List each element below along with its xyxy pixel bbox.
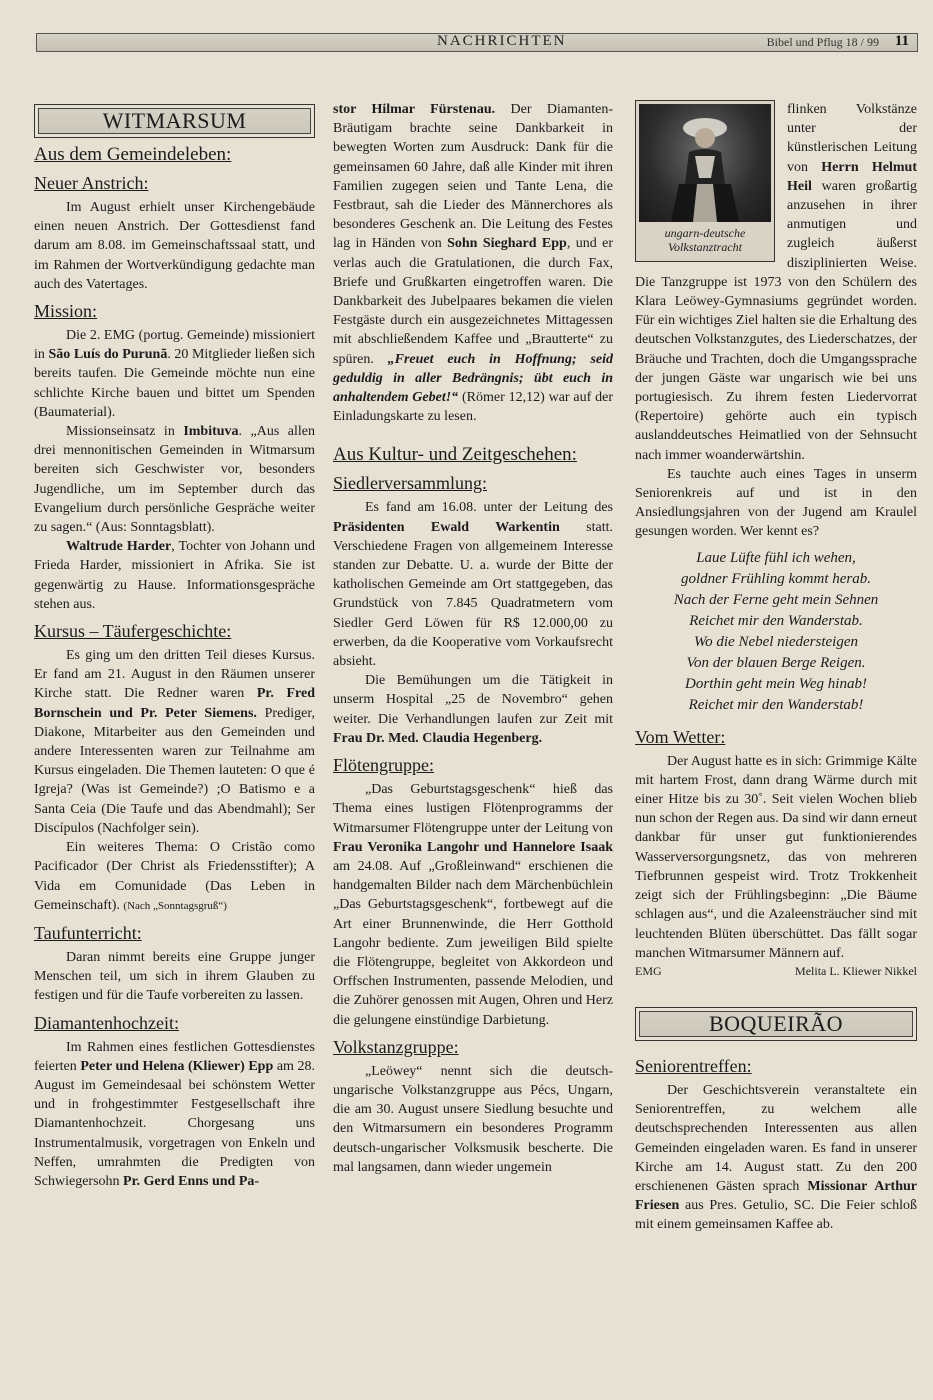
- song-poem: [635, 548, 917, 716]
- publication-name: Bibel und Pflug 18 / 99: [766, 35, 879, 49]
- article-title-floetengruppe: Flötengruppe:: [333, 755, 434, 776]
- poem-line: Von der blauen Berge Reigen.: [686, 654, 866, 671]
- photo-caption: ungarn-deutsche Volkstanztracht: [664, 226, 746, 254]
- article-text: „Das Geburtstagsgeschenk“ hieß das Thema eines lustigen Flötenprogramms der Witmarsumer Flötengruppe unter der Leitung von Frau Veronika Langohr und Hannelore Isaak am 24.08. Auf „Großleinwand“ erschienen die handgemalten Bilder nach dem Märchenbüchlein „Das Geburtstagsgeschenk“, fortbewegt auf die Art einer Brunnenwinde, die Herr Gotthold Langohr bediente. Zum jeweiligen Bild spielte die Flötengruppe, begleitet von Akkordeon und Orffschen Instrumenten, passende Melodien, und die Zuhörer genossen mit Augen, Ohren und Herz die gelungene einstündige Darbietung.: [333, 782, 613, 1028]
- poem-line: goldner Frühling kommt herab.: [681, 570, 871, 587]
- article-title-siedlerversammlung: Siedlerversammlung:: [333, 473, 487, 494]
- place-heading-boqueirao: BOQUEIRÃO: [635, 1007, 917, 1041]
- article-text: Die 2. EMG (portug. Gemeinde) missioniert in São Luís do Purunã. 20 Mitglieder ließen sich bereits taufen. Die Gemeinde möchte nun eine schlichte Kirche bauen und bittet um Spenden (Baumaterial).: [34, 328, 315, 420]
- poem-line: Reichet mir den Wanderstab.: [689, 612, 863, 629]
- article-text: Im Rahmen eines festlichen Gottesdienstes feierten Peter und Helena (Kliewer) Epp am 28. August im Gemeindesaal bei schönstem Wetter und in frohgestimmter Festgesellschaft ihre Diamantenhochzeit. Chorgesang uns Instrumentalmusik, vorgetragen von Enkeln und Neffen, umrahmten die Predigten von Schwiegersohn Pr. Gerd Enns und Pa-: [34, 1039, 316, 1189]
- signature-line: [635, 964, 917, 979]
- photo-figure: [635, 100, 775, 262]
- article-title-taufunterricht: Taufunterricht:: [34, 922, 142, 943]
- dancer-photo: [639, 104, 771, 222]
- section-title: NACHRICHTEN: [437, 33, 567, 49]
- column-left: [34, 100, 315, 1191]
- article-text: Waltrude Harder, Tochter von Johann und Frieda Harder, missioniert in Afrika. Sie ist gegenwärtig zu Hause. Informationsgespräche stehen aus.: [34, 539, 315, 612]
- article-title-seniorentreffen: Seniorentreffen:: [635, 1055, 752, 1076]
- article-text: Missionseinsatz in Imbituva. „Aus allen drei mennonitischen Gemeinden in Witmarsum bereiten sich Geschwister vor, besonders Jugendliche, um im September durch das Evangelium durch persönliche Gespräche weiter zu sagen.“ (Aus: Sonntagsblatt).: [34, 424, 315, 536]
- article-text: flinken Volkstänze unter der künstlerischen Leitung von Herrn Helmut Heil waren großartig anzusehen in ihrer anmutigen und zugleich äußerst disziplinierten Weise. Die Tanzgruppe ist 1973 von den Schülern des Klara Leöwey-Gymnasiums gegründet worden. Für ein wichtiges Ziel halten sie die Erhaltung des deutschen Volkstanzgutes, des Liederschatzes, der Bräuche und Trachten, doch die Umgangssprache der jungen Gäste war ungarisch wie bei uns portugiesisch. Zu ihrem festen Liedervorrat (Repertoire) gehörte auch ein typisch auslanddeutsches Heimatlied von der Sehnsucht nach immer woanderwärtshin.: [635, 102, 918, 463]
- article-title-mission: Mission:: [34, 301, 98, 322]
- column-middle: [333, 100, 613, 1177]
- article-title-anstrich: Neuer Anstrich:: [34, 173, 149, 193]
- poem-line: Wo die Nebel niedersteigen: [694, 633, 858, 650]
- article-text: stor Hilmar Fürstenau. Der Diamanten-Bräutigam brachte seine Dankbarkeit in bewegten Worten zum Ausdruck: Dank für die gemeinsamen 60 Jahre, daß alle Kinder mit ihren Familien zugegen seien und Tante Lena, die Festbraut, sah die Lieder des Männerchores als besonderes Geschenk an. Die Leitung des Festes lag in Händen von Sohn Sieghard Epp, und er verlas auch die Gratulationen, die durch Fax, Briefe und Grußkarten eingetroffen waren. Die Dankbarkeit des Jubelpaares bekamen die vielen Festgäste durch ein ausgezeichnetes Mittagessen mit abschließendem Kaffee und „Brautterte“ zu spüren. „Freuet euch in Hoffnung; seid geduldig in aller Bedrängnis; übt euch in anhaltendem Gebet!“ (Römer 12,12) war auf der Einladungskarte zu lesen.: [333, 102, 613, 425]
- article-title-diamantenhochzeit: Diamantenhochzeit:: [34, 1012, 179, 1033]
- article-text: Es tauchte auch eines Tages in unserm Seniorenkreis auf und ist in den Ansiedlungsjahren von der Jugend am Kraulel gesungen worden. Wer kennt es?: [635, 466, 917, 540]
- article-text: Die Bemühungen um die Tätigkeit in unserm Hospital „25 de Novembro“ gehen weiter. Die Verhandlungen laufen zur Zeit mit Frau Dr. Med. Claudia Hegenberg.: [333, 673, 613, 746]
- poem-line: Laue Lüfte fühl ich wehen,: [696, 549, 856, 566]
- poem-line: Dorthin geht mein Weg hinab!: [685, 675, 867, 692]
- running-header: [36, 33, 918, 52]
- page-number: 11: [894, 33, 909, 49]
- article-title-volkstanzgruppe: Volkstanzgruppe:: [333, 1036, 459, 1057]
- article-title-kursus: Kursus – Täufergeschichte:: [34, 621, 232, 642]
- article-text: „Leöwey“ nennt sich die deutsch-ungarische Volkstanzgruppe aus Pécs, Ungarn, die am 30. August unsere Siedlung besuchte und den Witmarsumern ein besonderes Programm deutsch-ungarischer Volksmusik bescherte. Die mal langsamen, dann wieder ungemein: [333, 1063, 613, 1175]
- costume-figure-icon: [639, 104, 771, 222]
- poem-line: Nach der Ferne geht mein Sehnen: [673, 591, 879, 608]
- signature-author: Melita L. Kliewer Nikkel: [795, 963, 917, 978]
- section-heading: Aus Kultur- und Zeitgeschehen:: [333, 444, 577, 466]
- article-text: Der Geschichtsverein veranstaltete ein Seniorentreffen, zu welchem alle deutschsprechenden Interessenten aus allen Gemeinden eingeladen waren. Es fand in unserer Kirche am 14. August statt. Zu den 200 erschienenen Gästen sprach Missionar Arthur Friesen aus Pres. Getulio, SC. Die Feier schloß mit einem gemeinsamen Kaffee ab.: [635, 1082, 917, 1233]
- article-text: Der August hatte es in sich: Grimmige Kälte mit hartem Frost, dann drang Wärme durch mit einer Hitze bis zu 30˚. Seit vielen Wochen blieb nun schon der Regen aus. Da sind wir dann erneut dankbar für unser gut funktionierendes Wasserversorgungsnetz, das von mehreren Tiefbrunnen gespeist wird. Trotz Trokkenheit zeigt sich der Frühlingsbeginn: „Die Bäume schlagen aus“, und die Azaleensträucher sind mit leuchtenden Blüten überschüttet. Das fällt sogar manchen Witmarsumer Männern auf.: [635, 753, 917, 961]
- section-heading: Aus dem Gemeindeleben:: [34, 144, 232, 165]
- article-title-wetter: Vom Wetter:: [635, 726, 726, 747]
- article-text: Im August erhielt unser Kirchengebäude einen neuen Anstrich. Der Gottesdienst fand darum am 8.08. im Gemeinschaftssaal statt, und im Rahmen der Wortverkündigung gedachte man auch des Vatertages.: [34, 200, 315, 292]
- signature-org: EMG: [635, 963, 662, 978]
- column-right: [635, 100, 917, 1235]
- article-text: Es fand am 16.08. unter der Leitung des Präsidenten Ewald Warkentin statt. Verschiedene Fragen von allgemeinem Interesse standen zur Debatte. U. a. wurde der Bitte der katholischen Gemeinde am Ort stattgegeben, das Grundstück von 7.845 Quadratmetern vom Siedler Gerd Löwen für R$ 12.000,00 zu erwerben, da die Kooperative vom Vorkaufsrecht absieht.: [333, 500, 613, 670]
- article-text: Es ging um den dritten Teil dieses Kursus. Er fand am 21. August in den Räumen unserer Kirche statt. Die Redner waren Pr. Fred Bornschein und Pr. Peter Siemens. Prediger, Diakone, Mitarbeiter aus den Gemeinden und andere Interessenten waren zur Teilnahme am Kursus eingeladen. Die Themen lauteten: O que é Igreja? (Was ist Gemeinde?) ;O Batismo e a Santa Ceia (Die Taufe und das Abendmahl); Ser Discípulos (Nachfolger sein).: [34, 648, 315, 836]
- article-text: Daran nimmt bereits eine Gruppe junger Menschen teil, um sich in ihrem Glauben zu festigen und für die Taufe vorbereiten zu lassen.: [34, 949, 315, 1004]
- article-text: Ein weiteres Thema: O Cristão como Pacificador (Der Christ als Friedensstifter); A Vida em Comunidade (Das Leben in Gemeinschaft). (Nach „Sonntagsgruß“): [34, 840, 315, 913]
- poem-line: Reichet mir den Wanderstab!: [688, 696, 864, 713]
- place-heading-witmarsum: WITMARSUM: [34, 104, 315, 138]
